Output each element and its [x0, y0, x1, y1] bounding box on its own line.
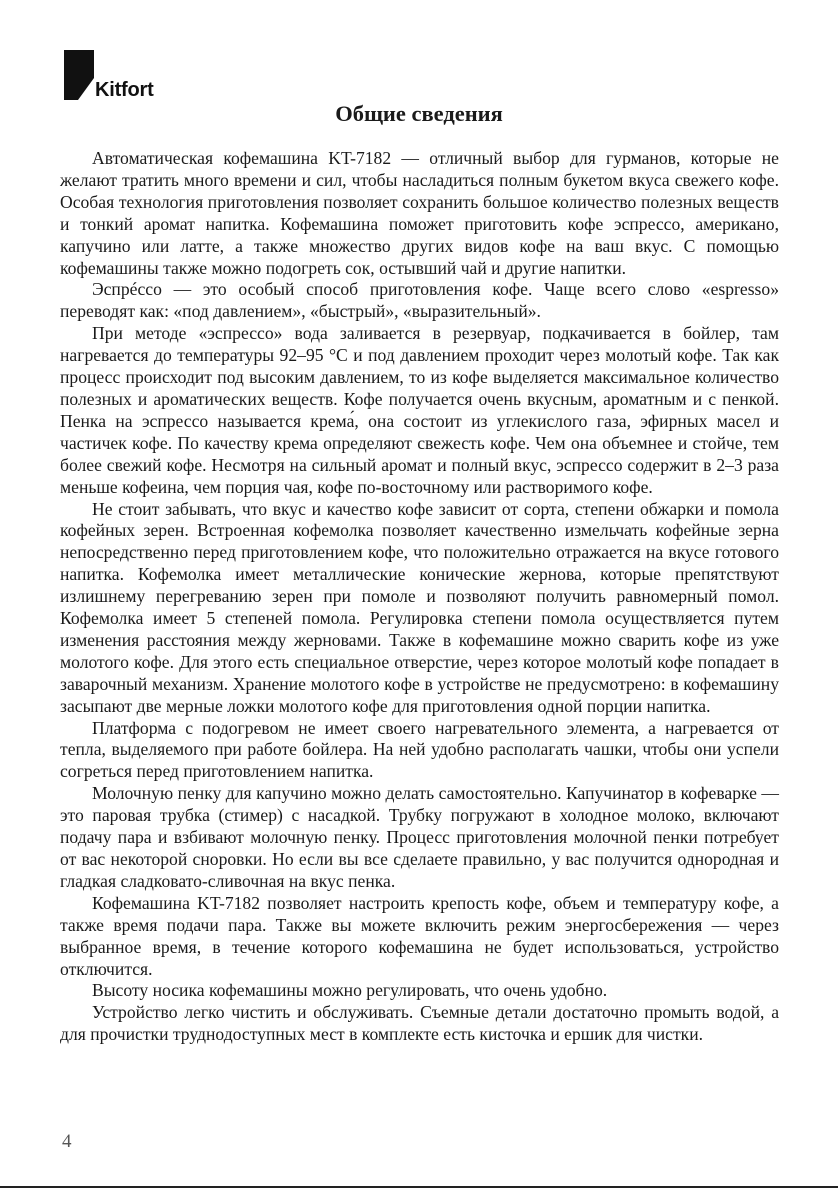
paragraph: Устройство легко чистить и обслуживать. Съемные детали достаточно промыть водой, а для прочистки труднодоступных мест в комплекте есть кисточка и ершик для чистки. [60, 1002, 779, 1045]
paragraph: При методе «эспрессо» вода заливается в резервуар, подкачивается в бойлер, там нагревается до температуры 92–95 °C и под давлением проходит через молотый кофе. Так как процесс происходит под высоким давлением, то из кофе выделяется максимальное количество полезных и ароматических веществ. Кофе получается очень вкусным, ароматным и с пенкой. Пенка на эспрессо называется крема́, она состоит из углекислого газа, эфирных масел и частичек кофе. По качеству крема определяют свежесть кофе. Чем она объемнее и стойче, тем более свежий кофе. Несмотря на сильный аромат и полный вкус, эспрессо содержит в 2–3 раза меньше кофеина, чем порция чая, кофе по-восточному или растворимого кофе. [60, 323, 779, 497]
bottom-divider [0, 1186, 838, 1188]
brand-name: Kitfort [95, 79, 154, 101]
paragraph: Кофемашина KT-7182 позволяет настроить крепость кофе, объем и температуру кофе, а также время подачи пара. Также вы можете включить режим энергосбережения — через выбранное время, в течение которого кофемашина не будет использоваться, устройство отключится. [60, 892, 779, 979]
paragraph: Не стоит забывать, что вкус и качество кофе зависит от сорта, степени обжарки и помола кофейных зерен. Встроенная кофемолка позволяет качественно измельчать кофейные зерна непосредственно перед приготовлением кофе, что положительно отражается на вкусе готового напитка. Кофемолка имеет металлические конические жернова, которые препятствуют излишнему перегреванию зерен при помоле и позволяют получить равномерный помол. Кофемолка имеет 5 степеней помола. Регулировка степени помола осуществляется путем изменения расстояния между жерновами. Также в кофемашине можно сварить кофе из уже молотого кофе. Для этого есть специальное отверстие, через которое молотый кофе попадает в заварочный механизм. Хранение молотого кофе в устройстве не предусмотрено: в кофемашину засыпают две мерные ложки молотого кофе для приготовления одной порции напитка. [60, 498, 779, 716]
paragraph: Платформа с подогревом не имеет своего нагревательного элемента, а нагревается от тепла, выделяемого при работе бойлера. На ней удобно располагать чашки, чтобы они успели согреться перед приготовлением напитка. [60, 717, 779, 782]
paragraph: Автоматическая кофемашина KT-7182 — отличный выбор для гурманов, которые не желают тратить много времени и сил, чтобы насладиться полным букетом вкуса свежего кофе. Особая технология приготовления позволяет сохранить большое количество полезных веществ и тонкий аромат напитка. Кофемашина поможет приготовить кофе эспрессо, американо, капучино или латте, а также множество других видов кофе на ваш вкус. С помощью кофемашины также можно подогреть сок, остывший чай и другие напитки. [60, 148, 779, 278]
brand-logo [64, 50, 154, 100]
body-text [60, 148, 779, 1046]
paragraph: Эспрéссо — это особый способ приготовления кофе. Чаще всего слово «espresso» переводят как: «под давлением», «быстрый», «выразительный». [60, 279, 779, 322]
kitfort-logo-icon [64, 50, 94, 100]
page-number: 4 [62, 1131, 72, 1152]
paragraph: Высоту носика кофемашины можно регулировать, что очень удобно. [92, 980, 608, 1001]
paragraph: Молочную пенку для капучино можно делать самостоятельно. Капучинатор в кофеварке — это паровая трубка (стимер) с насадкой. Трубку погружают в холодное молоко, включают подачу пара и взбивают молочную пенку. Процесс приготовления молочной пенки потребует от вас некоторой сноровки. Но если вы все сделаете правильно, у вас получится однородная и гладкая сладковато-сливочная на вкус пенка. [60, 783, 779, 891]
section-title: Общие сведения [335, 101, 503, 126]
